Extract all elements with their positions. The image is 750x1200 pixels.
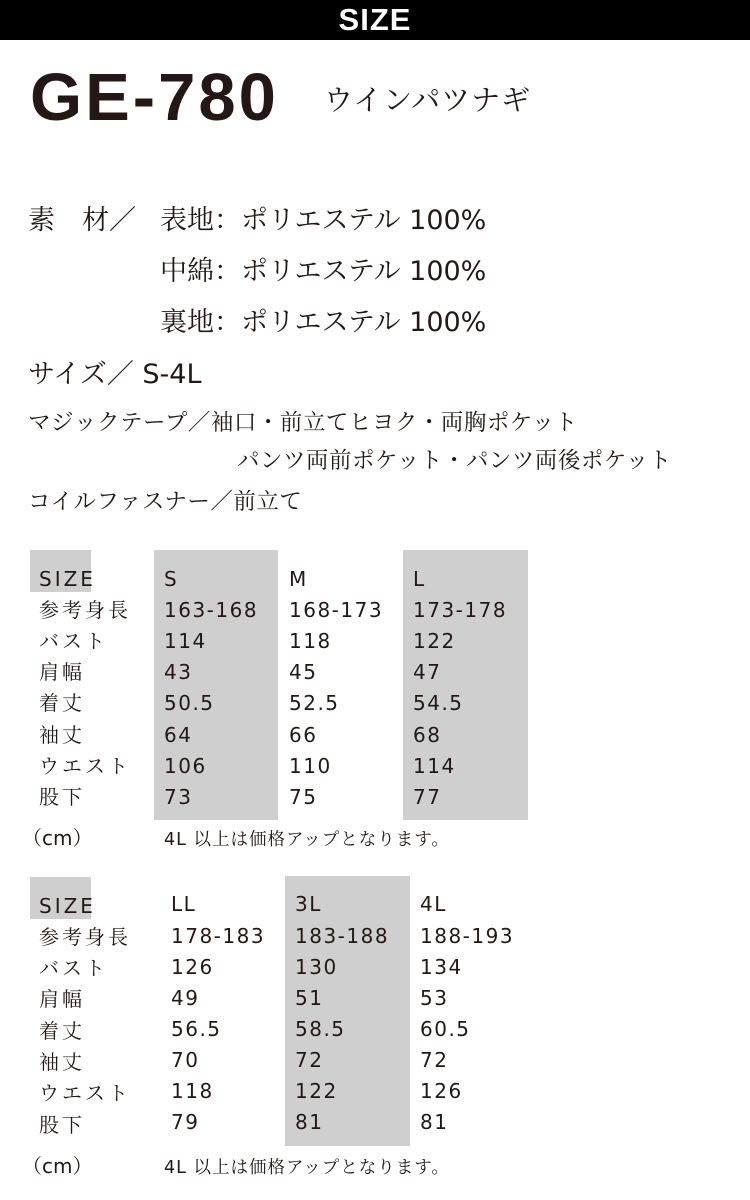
table-cell: 45 [289,660,318,684]
table-cell: 51 [295,986,324,1010]
table-cell: 49 [171,986,200,1010]
table-cell: 58.5 [295,1017,346,1041]
row-label: 股下 [39,1113,85,1137]
size-column-header: LL [171,892,197,916]
size-range: サイズ／ S-4L [28,359,202,390]
table-cell: 47 [413,660,442,684]
table-cell: 68 [413,723,442,747]
table-cell: 126 [420,1079,463,1103]
table-cell: 77 [413,785,442,809]
table-cell: 114 [164,629,207,653]
product-model: GE-780 [30,60,279,135]
table-cell: 81 [420,1110,449,1134]
material-padding: 中綿：ポリエステル 100% [160,256,487,287]
table-cell: 81 [295,1110,324,1134]
table-cell: 70 [171,1048,200,1072]
unit-label: （cm） [22,1154,93,1178]
size-header-label: SIZE [39,567,96,591]
material-outer: 表地：ポリエステル 100% [160,205,487,236]
row-label: 肩幅 [39,660,85,684]
table-cell: 126 [171,955,214,979]
row-label: 袖丈 [39,1050,85,1074]
velcro-line-1: マジックテープ／袖口・前立てヒヨク・両胸ポケット [28,410,578,436]
table-cell: 52.5 [289,691,340,715]
material-label: 素 材／ [28,205,136,236]
row-label: 肩幅 [39,987,85,1011]
table-cell: 118 [289,629,332,653]
table-cell: 134 [420,955,463,979]
table-cell: 66 [289,723,318,747]
table-cell: 56.5 [171,1017,222,1041]
table-cell: 178-183 [171,924,266,948]
table-cell: 43 [164,660,193,684]
table-cell: 163-168 [164,598,259,622]
table-cell: 168-173 [289,598,384,622]
row-label: 参考身長 [39,925,131,949]
table-cell: 114 [413,754,456,778]
row-label: バスト [39,629,108,653]
table-cell: 54.5 [413,691,464,715]
size-column-header: S [164,567,179,591]
table-cell: 73 [164,785,193,809]
table-cell: 188-193 [420,924,515,948]
table-cell: 53 [420,986,449,1010]
size-column-header: L [413,567,426,591]
price-note: 4L 以上は価格アップとなります。 [164,830,450,850]
table-cell: 64 [164,723,193,747]
table-cell: 122 [295,1079,338,1103]
table-cell: 79 [171,1110,200,1134]
row-label: 参考身長 [39,598,131,622]
table-cell: 72 [295,1048,324,1072]
page-header-title: SIZE [0,0,750,40]
row-label: 着丈 [39,691,85,715]
table-cell: 50.5 [164,691,215,715]
table-cell: 60.5 [420,1017,471,1041]
table-cell: 110 [289,754,332,778]
table-cell: 122 [413,629,456,653]
row-label: 股下 [39,785,85,809]
unit-label: （cm） [22,826,93,850]
table-cell: 118 [171,1079,214,1103]
table-cell: 72 [420,1048,449,1072]
row-label: ウエスト [39,754,131,778]
row-label: 着丈 [39,1019,85,1043]
row-label: ウエスト [39,1081,131,1105]
material-lining: 裏地：ポリエステル 100% [160,307,487,338]
row-label: バスト [39,956,108,980]
size-column-header: 4L [420,892,447,916]
table-cell: 75 [289,785,318,809]
table-cell: 130 [295,955,338,979]
size-header-label: SIZE [39,894,96,918]
row-label: 袖丈 [39,723,85,747]
zipper-spec: コイルファスナー／前立て [28,489,303,515]
table-cell: 183-188 [295,924,390,948]
size-column-header: 3L [295,892,322,916]
table-cell: 173-178 [413,598,508,622]
product-name: ウインパツナギ [324,83,532,117]
velcro-line-2: パンツ両前ポケット・パンツ両後ポケット [237,448,672,474]
size-column-header: M [289,567,308,591]
table-cell: 106 [164,754,207,778]
price-note: 4L 以上は価格アップとなります。 [164,1158,450,1178]
